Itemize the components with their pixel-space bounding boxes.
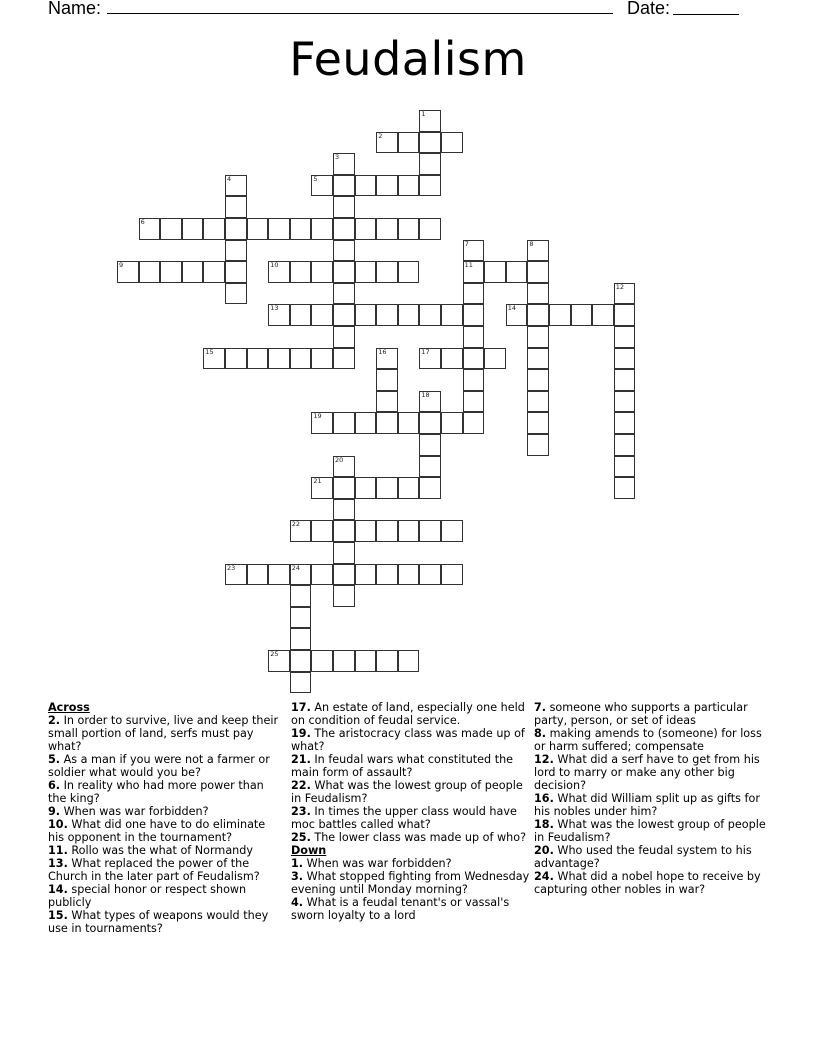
crossword-cell[interactable] — [419, 564, 441, 586]
crossword-cell[interactable] — [614, 391, 636, 413]
clue-number: 25 — [270, 650, 279, 658]
across-heading: Across — [48, 701, 90, 714]
crossword-cell[interactable] — [290, 520, 312, 542]
crossword-cell[interactable] — [398, 520, 420, 542]
clue-item — [291, 857, 531, 870]
crossword-cell[interactable] — [333, 477, 355, 499]
crossword-cell[interactable] — [376, 132, 398, 154]
crossword-cell[interactable] — [355, 650, 377, 672]
clue-item-text: What is a feudal tenant's or vassal's sworn loyalty to a lord — [291, 896, 510, 922]
crossword-cell[interactable] — [614, 369, 636, 391]
clue-item-text: In order to survive, live and keep their small portion of land, serfs must pay what? — [48, 714, 279, 753]
crossword-cell[interactable] — [311, 218, 333, 240]
clue-item-number: 5. — [48, 753, 61, 766]
crossword-cell[interactable] — [290, 650, 312, 672]
clue-number: 7 — [464, 239, 469, 248]
crossword-cell[interactable] — [376, 520, 398, 542]
crossword-cell[interactable] — [398, 261, 420, 283]
crossword-cell[interactable] — [333, 456, 355, 478]
page-title: Feudalism — [289, 32, 527, 86]
crossword-cell[interactable] — [355, 477, 377, 499]
crossword-cell[interactable] — [419, 434, 441, 456]
crossword-cell[interactable] — [160, 218, 182, 240]
clue-item-number: 1. — [291, 857, 304, 870]
crossword-cell[interactable] — [333, 499, 355, 521]
clue-number: 19 — [313, 412, 322, 421]
crossword-cell[interactable] — [290, 261, 312, 283]
clue-item-text: What was the lowest group of people in Feudalism? — [291, 779, 523, 805]
crossword-cell[interactable] — [441, 348, 463, 370]
crossword-cell[interactable] — [333, 348, 355, 370]
clue-number: 24 — [291, 563, 301, 572]
crossword-cell[interactable] — [398, 412, 420, 434]
clue-item-number: 9. — [48, 805, 61, 818]
clue-item — [291, 896, 531, 922]
crossword-cell[interactable] — [311, 520, 333, 542]
crossword-cell[interactable] — [527, 326, 549, 348]
clue-item-text: What did William split up as gifts for his nobles under him? — [534, 792, 760, 818]
crossword-cell[interactable] — [182, 261, 204, 283]
crossword-cell[interactable] — [527, 412, 549, 434]
crossword-cell[interactable] — [376, 304, 398, 326]
crossword-cell[interactable] — [333, 412, 355, 434]
crossword-cell[interactable] — [225, 175, 247, 197]
crossword-cell[interactable] — [376, 391, 398, 413]
clue-item-text: What did one have to do eliminate his opponent in the tournament? — [48, 818, 266, 844]
crossword-cell[interactable] — [311, 304, 333, 326]
clue-item-number: 20. — [534, 844, 554, 857]
crossword-cell[interactable] — [290, 348, 312, 370]
clue-number: 5 — [313, 174, 318, 183]
crossword-cell[interactable] — [247, 218, 269, 240]
crossword-cell[interactable] — [290, 304, 312, 326]
crossword-cell[interactable] — [527, 304, 549, 326]
clue-item-number: 7. — [534, 701, 547, 714]
clue-number: 13 — [270, 304, 279, 313]
clue-number: 23 — [227, 563, 236, 572]
crossword-cell[interactable] — [419, 477, 441, 499]
crossword-cell[interactable] — [398, 564, 420, 586]
crossword-cell[interactable] — [484, 348, 506, 370]
crossword-cell[interactable] — [333, 196, 355, 218]
crossword-cell[interactable] — [398, 218, 420, 240]
crossword-cell[interactable] — [290, 628, 312, 650]
clue-item-number: 6. — [48, 779, 61, 792]
clue-number: 16 — [378, 347, 387, 356]
clue-item-text: special honor or respect shown publicly — [48, 883, 247, 909]
crossword-cell[interactable] — [592, 304, 614, 326]
crossword-cell[interactable] — [376, 369, 398, 391]
clue-item — [48, 883, 280, 909]
crossword-cell[interactable] — [463, 283, 485, 305]
clue-item — [534, 727, 774, 753]
crossword-cell[interactable] — [160, 261, 182, 283]
crossword-cell[interactable] — [290, 672, 312, 694]
crossword-cell[interactable] — [225, 240, 247, 262]
crossword-cell[interactable] — [376, 412, 398, 434]
clue-item-text: In feudal wars what constituted the main form of assault? — [291, 753, 514, 779]
crossword-cell[interactable] — [225, 564, 247, 586]
crossword-cell[interactable] — [247, 564, 269, 586]
clue-number: 17 — [421, 347, 430, 356]
crossword-cell[interactable] — [311, 477, 333, 499]
crossword-cell[interactable] — [225, 218, 247, 240]
crossword-cell[interactable] — [571, 304, 593, 326]
crossword-cell[interactable] — [290, 564, 312, 586]
crossword-cell[interactable] — [225, 196, 247, 218]
crossword-cell[interactable] — [527, 283, 549, 305]
crossword-cell[interactable] — [398, 175, 420, 197]
crossword-cell[interactable] — [311, 175, 333, 197]
crossword-cell[interactable] — [290, 585, 312, 607]
clue-item-number: 16. — [534, 792, 554, 805]
crossword-cell[interactable] — [463, 261, 485, 283]
crossword-cell[interactable] — [333, 326, 355, 348]
clue-item — [48, 714, 280, 753]
clue-item — [48, 753, 280, 779]
clue-number: 22 — [291, 520, 301, 529]
clue-number: 12 — [615, 282, 625, 291]
clue-item-text: Rollo was the what of Normandy — [67, 844, 253, 857]
crossword-cell[interactable] — [419, 218, 441, 240]
clues-column-3 — [534, 701, 774, 896]
clue-item — [534, 701, 774, 727]
crossword-cell[interactable] — [376, 175, 398, 197]
crossword-cell[interactable] — [614, 456, 636, 478]
crossword-cell[interactable] — [355, 564, 377, 586]
crossword-cell[interactable] — [376, 218, 398, 240]
crossword-cell[interactable] — [398, 132, 420, 154]
crossword-cell[interactable] — [614, 348, 636, 370]
clue-item — [291, 727, 531, 753]
clue-item — [534, 844, 774, 870]
crossword-cell[interactable] — [527, 434, 549, 456]
crossword-cell[interactable] — [614, 412, 636, 434]
clue-item-text: What replaced the power of the Church in the later part of Feudalism? — [48, 857, 260, 883]
crossword-cell[interactable] — [419, 132, 441, 154]
crossword-cell[interactable] — [419, 304, 441, 326]
crossword-cell[interactable] — [355, 520, 377, 542]
clue-item — [48, 857, 280, 883]
clue-item-number: 17. — [291, 701, 311, 714]
name-label: Name: — [48, 0, 102, 18]
clue-item — [534, 870, 774, 896]
crossword-cell[interactable] — [247, 348, 269, 370]
clues-column-1 — [48, 701, 280, 935]
down-heading: Down — [291, 844, 327, 857]
crossword-cell[interactable] — [225, 348, 247, 370]
clue-item-text: someone who supports a particular party, person, or set of ideas — [534, 701, 748, 727]
crossword-cell[interactable] — [419, 348, 441, 370]
crossword-cell[interactable] — [355, 412, 377, 434]
crossword-cell[interactable] — [419, 412, 441, 434]
crossword-cell[interactable] — [290, 218, 312, 240]
crossword-cell[interactable] — [463, 412, 485, 434]
clue-item — [48, 909, 280, 935]
clue-item — [534, 753, 774, 792]
clue-item-number: 23. — [291, 805, 311, 818]
clue-item-text: What did a nobel hope to receive by capturing other nobles in war? — [534, 870, 761, 896]
clue-item — [291, 779, 531, 805]
crossword-cell[interactable] — [333, 585, 355, 607]
clue-item-text: The lower class was made up of who? — [310, 831, 527, 844]
crossword-cell[interactable] — [225, 261, 247, 283]
crossword-cell[interactable] — [506, 261, 528, 283]
crossword-cell[interactable] — [419, 110, 441, 132]
crossword-cell[interactable] — [441, 304, 463, 326]
crossword-cell[interactable] — [614, 283, 636, 305]
crossword-cell[interactable] — [333, 650, 355, 672]
clue-item-number: 14. — [48, 883, 68, 896]
crossword-cell[interactable] — [376, 477, 398, 499]
crossword-cell[interactable] — [419, 520, 441, 542]
crossword-cell[interactable] — [333, 153, 355, 175]
crossword-cell[interactable] — [333, 218, 355, 240]
clue-number: 10 — [270, 261, 279, 270]
crossword-cell[interactable] — [225, 283, 247, 305]
clue-item — [291, 753, 531, 779]
clue-number: 9 — [119, 261, 124, 270]
clue-item-number: 24. — [534, 870, 554, 883]
crossword-cell[interactable] — [376, 564, 398, 586]
crossword-cell[interactable] — [527, 391, 549, 413]
clue-item-text: What stopped fighting from Wednesday evening until Monday morning? — [291, 870, 530, 896]
crossword-cell[interactable] — [268, 218, 290, 240]
clue-item-text: Who used the feudal system to his advantage? — [534, 844, 752, 870]
crossword-cell[interactable] — [614, 434, 636, 456]
clue-item-text: An estate of land, especially one held on condition of feudal service. — [291, 701, 525, 727]
crossword-cell[interactable] — [268, 304, 290, 326]
crossword-cell[interactable] — [463, 326, 485, 348]
crossword-cell[interactable] — [419, 456, 441, 478]
clue-number: 18 — [421, 390, 430, 399]
crossword-cell[interactable] — [614, 477, 636, 499]
crossword-cell[interactable] — [139, 261, 161, 283]
clue-item — [534, 792, 774, 818]
crossword-cell[interactable] — [311, 348, 333, 370]
clue-item — [48, 779, 280, 805]
crossword-cell[interactable] — [376, 261, 398, 283]
crossword-cell[interactable] — [398, 477, 420, 499]
clue-item-text: What was the lowest group of people in Feudalism? — [534, 818, 766, 844]
crossword-cell[interactable] — [203, 218, 225, 240]
crossword-cell[interactable] — [333, 304, 355, 326]
clue-item-text: In times the upper class would have moc battles called what? — [291, 805, 517, 831]
clue-item — [48, 844, 280, 857]
clue-number: 6 — [140, 218, 145, 226]
clue-number: 21 — [313, 477, 322, 486]
crossword-cell[interactable] — [290, 607, 312, 629]
clue-number: 15 — [205, 347, 214, 356]
crossword-cell[interactable] — [268, 564, 290, 586]
crossword-cell[interactable] — [355, 304, 377, 326]
clue-item-number: 3. — [291, 870, 304, 883]
clue-item-text: making amends to (someone) for loss or harm suffered; compensate — [534, 727, 762, 753]
crossword-cell[interactable] — [376, 650, 398, 672]
crossword-cell[interactable] — [268, 348, 290, 370]
clue-item — [291, 805, 531, 831]
clue-item-text: In reality who had more power than the king? — [48, 779, 264, 805]
clue-item — [291, 831, 531, 844]
crossword-cell[interactable] — [311, 412, 333, 434]
clue-item-number: 19. — [291, 727, 311, 740]
crossword-cell[interactable] — [333, 564, 355, 586]
crossword-cell[interactable] — [419, 391, 441, 413]
clue-item — [291, 870, 531, 896]
crossword-cell[interactable] — [117, 261, 139, 283]
crossword-cell[interactable] — [419, 175, 441, 197]
clue-number: 14 — [507, 304, 517, 313]
clue-item-text: When was war forbidden? — [60, 805, 209, 818]
clue-number: 20 — [335, 455, 344, 464]
crossword-cell[interactable] — [355, 175, 377, 197]
clue-item-text: When was war forbidden? — [303, 857, 452, 870]
clue-item-number: 10. — [48, 818, 68, 831]
crossword-cell[interactable] — [311, 564, 333, 586]
crossword-cell[interactable] — [463, 369, 485, 391]
clues-column-2 — [291, 701, 531, 922]
clue-item-number: 8. — [534, 727, 547, 740]
crossword-cell[interactable] — [355, 261, 377, 283]
crossword-cell[interactable] — [614, 326, 636, 348]
crossword-cell[interactable] — [203, 348, 225, 370]
clue-number: 3 — [335, 153, 340, 162]
clue-item-text: The aristocracy class was made up of what? — [291, 727, 525, 753]
clue-item-text: What did a serf have to get from his lord to marry or make any other big decision? — [534, 753, 760, 792]
crossword-cell[interactable] — [441, 132, 463, 154]
clue-item — [534, 818, 774, 844]
clue-item-number: 25. — [291, 831, 311, 844]
crossword-cell[interactable] — [333, 520, 355, 542]
clue-number: 4 — [227, 174, 232, 183]
date-label: Date: — [627, 0, 671, 18]
crossword-cell[interactable] — [527, 348, 549, 370]
crossword-cell[interactable] — [203, 261, 225, 283]
crossword-cell[interactable] — [527, 261, 549, 283]
crossword-cell[interactable] — [355, 218, 377, 240]
crossword-cell[interactable] — [333, 261, 355, 283]
clue-item — [48, 805, 280, 818]
crossword-cell[interactable] — [311, 261, 333, 283]
crossword-cell[interactable] — [463, 348, 485, 370]
crossword-cell[interactable] — [506, 304, 528, 326]
crossword-cell[interactable] — [441, 520, 463, 542]
clue-item-text: As a man if you were not a farmer or soldier what would you be? — [48, 753, 270, 779]
clue-number: 2 — [378, 131, 383, 140]
clue-item-number: 21. — [291, 753, 311, 766]
crossword-cell[interactable] — [463, 240, 485, 262]
crossword-cell[interactable] — [419, 153, 441, 175]
crossword-cell[interactable] — [463, 391, 485, 413]
clue-item — [291, 701, 531, 727]
crossword-cell[interactable] — [441, 412, 463, 434]
crossword-cell[interactable] — [614, 304, 636, 326]
clue-item-number: 15. — [48, 909, 68, 922]
crossword-cell[interactable] — [549, 304, 571, 326]
clue-item-number: 4. — [291, 896, 304, 909]
clue-item-number: 12. — [534, 753, 554, 766]
crossword-cell[interactable] — [182, 218, 204, 240]
crossword-cell[interactable] — [527, 369, 549, 391]
clue-item-number: 13. — [48, 857, 68, 870]
crossword-cell[interactable] — [268, 650, 290, 672]
crossword-cell[interactable] — [268, 261, 290, 283]
clue-number: 11 — [464, 261, 473, 270]
clue-item-text: What types of weapons would they use in tournaments? — [48, 909, 269, 935]
crossword-cell[interactable] — [333, 175, 355, 197]
crossword-cell[interactable] — [463, 304, 485, 326]
crossword-cell[interactable] — [333, 542, 355, 564]
crossword-cell[interactable] — [398, 304, 420, 326]
clue-number: 8 — [529, 239, 534, 248]
clue-item-number: 2. — [48, 714, 61, 727]
crossword-cell[interactable] — [333, 240, 355, 262]
crossword-cell[interactable] — [376, 348, 398, 370]
crossword-cell[interactable] — [484, 261, 506, 283]
crossword-cell[interactable] — [333, 283, 355, 305]
clue-item-number: 22. — [291, 779, 311, 792]
crossword-cell[interactable] — [441, 564, 463, 586]
crossword-cell[interactable] — [398, 650, 420, 672]
crossword-cell[interactable] — [139, 218, 161, 240]
clue-item — [48, 818, 280, 844]
clue-item-number: 18. — [534, 818, 554, 831]
crossword-cell[interactable] — [311, 650, 333, 672]
crossword-cell[interactable] — [527, 240, 549, 262]
clue-number: 1 — [421, 110, 426, 118]
clue-item-number: 11. — [48, 844, 68, 857]
